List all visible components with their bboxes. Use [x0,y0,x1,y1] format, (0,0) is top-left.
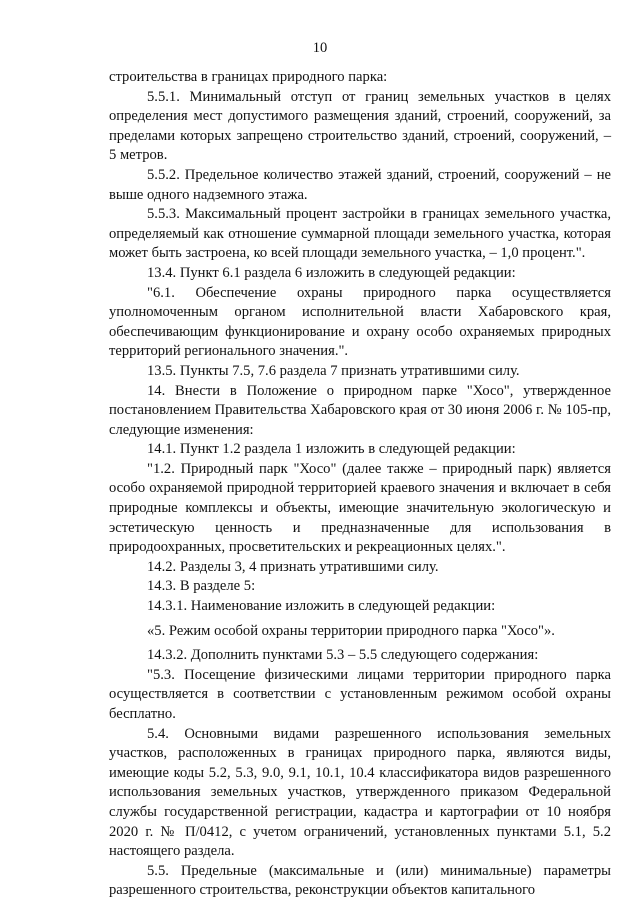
paragraph-6-1-quote: "6.1. Обеспечение охраны природного парка осуществляется уполномоченным органом исполнительной власти Хабаровского края, обеспечивающим функционирование и охрану особо охраняемых природных территорий регионального значения.". [109,284,611,360]
paragraph-14-3: 14.3. В разделе 5: [147,578,256,595]
paragraph-14-3-2: 14.3.2. Дополнить пунктами 5.3 – 5.5 следующего содержания: [147,647,539,664]
paragraph-14-1: 14.1. Пункт 1.2 раздела 1 изложить в следующей редакции: [147,441,516,458]
paragraph-continuation: строительства в границах природного парка: [109,69,388,85]
paragraph-5-5-2: 5.5.2. Предельное количество этажей зданий, строений, сооружений – не выше одного надземного этажа. [109,166,611,203]
paragraph-5-5-1: 5.5.1. Минимальный отступ от границ земельных участков в целях определения мест допустимого размещения зданий, строений, сооружений, за пределами которых запрещено строительство зданий, строений, сооружений, – 5 метров. [109,88,611,164]
paragraph-1-2-quote: "1.2. Природный парк "Хосо" (далее также – природный парк) является особо охраняемой природной территорией краевого значения и включает в себя природные комплексы и объекты, имеющие значительную экологическую и эстетическую ценность и предназначенные для использования в природоохранных, просветительских и рекреационных целях.". [109,460,611,556]
paragraph-5-4: 5.4. Основными видами разрешенного использования земельных участков, расположенных в границах природного парка, являются виды, имеющие коды 5.2, 5.3, 9.0, 9.1, 10.1, 10.4 классификатора видов разрешенного использования земельных участков, утвержденного приказом Федеральной службы государственной регистрации, кадастра и картографии от 10 ноября 2020 г. № П/0412, с учетом ограничений, установленных пунктами 5.1, 5.2 настоящего раздела. [109,725,611,860]
page-number: 10 [312,40,328,56]
paragraph-5-3-quote: "5.3. Посещение физическими лицами территории природного парка осуществляется в соответствии с установленным режимом особой охраны бесплатно. [109,666,611,722]
paragraph-13-4: 13.4. Пункт 6.1 раздела 6 изложить в следующей редакции: [147,264,516,281]
document-body [109,68,611,901]
paragraph-section-5-title: «5. Режим особой охраны территории природного парка "Хосо"». [147,622,555,639]
paragraph-5-5-3: 5.5.3. Максимальный процент застройки в границах земельного участка, определяемый как отношение суммарной площади земельного участка, которая может быть застроена, ко всей площади земельного участка, – 1,0 процент.". [109,206,611,262]
paragraph-5-5: 5.5. Предельные (максимальные и (или) минимальные) параметры разрешенного строительства, реконструкции объектов капитального [109,862,611,899]
paragraph-14-2: 14.2. Разделы 3, 4 признать утратившими силу. [147,558,439,575]
paragraph-14: 14. Внести в Положение о природном парке "Хосо", утвержденное постановлением Правительства Хабаровского края от 30 июня 2006 г. № 105-пр, следующие изменения: [109,382,611,438]
paragraph-14-3-1: 14.3.1. Наименование изложить в следующей редакции: [147,598,496,615]
paragraph-13-5: 13.5. Пункты 7.5, 7.6 раздела 7 признать утратившими силу. [147,362,520,379]
